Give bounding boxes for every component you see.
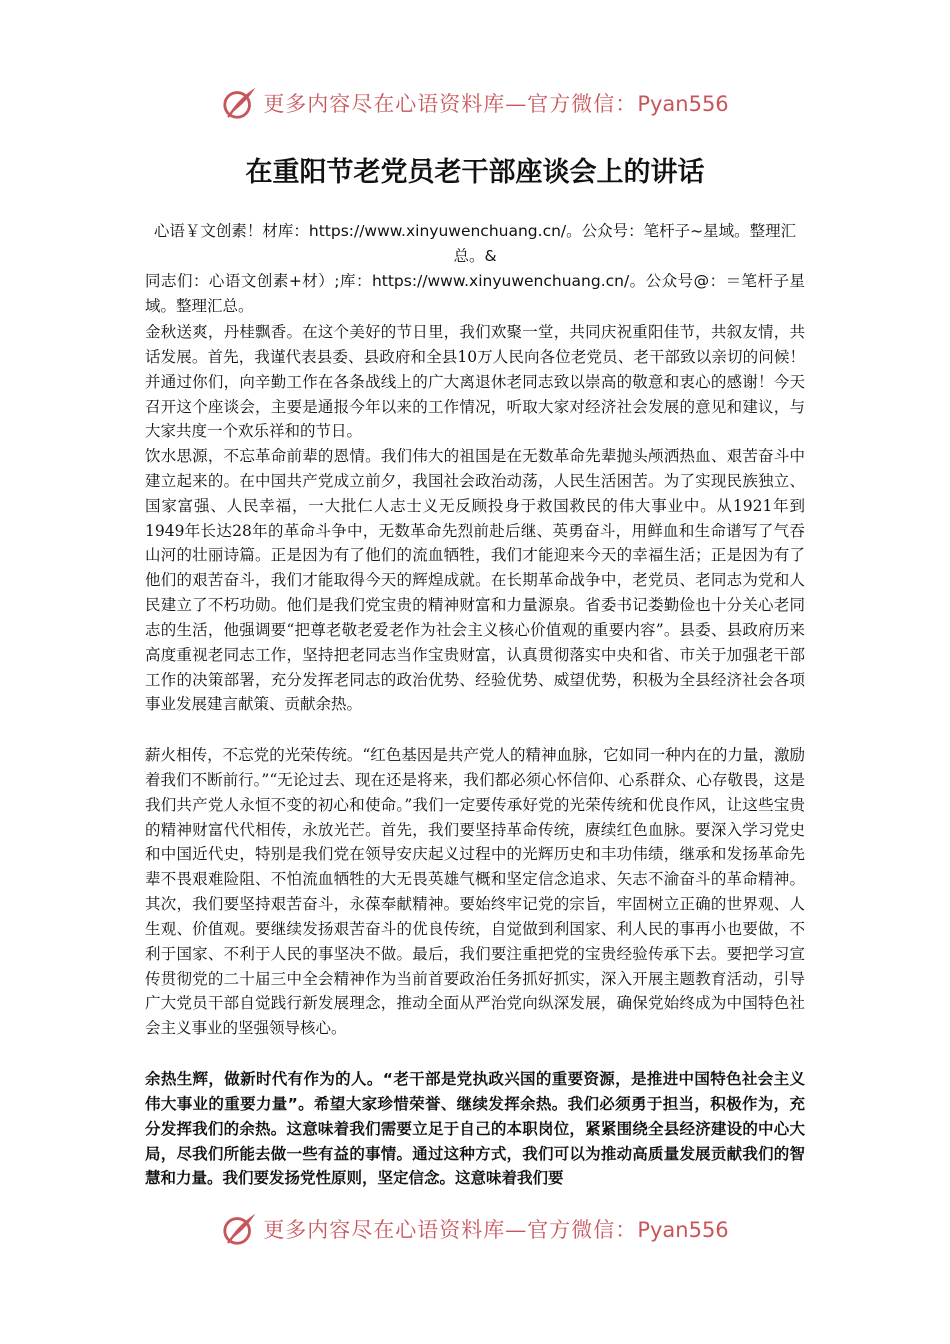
header-banner — [0, 82, 950, 124]
source-line-1: 心语￥文创素！材库：https://www.xinyuwenchuang.cn/。公众号：笔杆子~星域。整理汇总。& — [153, 222, 797, 265]
quill-logo-icon — [221, 1210, 259, 1248]
paragraph-1: 金秋送爽，丹桂飘香。在这个美好的节日里，我们欢聚一堂，共同庆祝重阳佳节，共叙友情，共话发展。首先，我谨代表县委、县政府和全县10万人民向各位老党员、老干部致以亲切的问候！并通过你们，向辛勤工作在各条战线上的广大离退休老同志致以崇高的敬意和衷心的感谢！今天召开这个座谈会，主要是通报今年以来的工作情况，听取大家对经济社会发展的意见和建议，与大家共度一个欢乐祥和的节日。 — [145, 323, 805, 441]
paragraph-3: 薪火相传，不忘党的光荣传统。“红色基因是共产党人的精神血脉，它如同一种内在的力量，激励着我们不断前行。”“无论过去、现在还是将来，我们都必须心怀信仰、心系群众、心存敬畏，这是我们共产党人永恒不变的初心和使命。”我们一定要传承好党的光荣传统和优良作风，让这些宝贵的精神财富代代相传，永放光芒。首先，我们要坚持革命传统，赓续红色血脉。要深入学习党史和中国近代史，特别是我们党在领导安庆起义过程中的光辉历史和丰功伟绩，继承和发扬革命先辈不畏艰难险阻、不怕流血牺牲的大无畏英雄气概和坚定信念追求、矢志不渝奋斗的革命精神。其次，我们要坚持艰苦奋斗，永葆奉献精神。要始终牢记党的宗旨，牢固树立正确的世界观、人生观、价值观。要继续发扬艰苦奋斗的优良传统，自觉做到利国家、利人民的事再小也要做，不利于国家、不利于人民的事坚决不做。最后，我们要注重把党的宝贵经验传承下去。要把学习宣传贯彻党的二十届三中全会精神作为当前首要政治任务抓好抓实，深入开展主题教育活动，引导广大党员干部自觉践行新发展理念，推动全面从严治党向纵深发展，确保党始终成为中国特色社会主义事业的坚强领导核心。 — [145, 746, 805, 1038]
page-title: 在重阳节老党员老干部座谈会上的讲话 — [245, 157, 705, 188]
paragraph-4: 余热生辉，做新时代有作为的人。“老干部是党执政兴国的重要资源，是推进中国特色社会主义伟大事业的重要力量”。希望大家珍惜荣誉、继续发挥余热。我们必须勇于担当，积极作为，充分发挥我们的余热。这意味着我们需要立足于自己的本职岗位，紧紧围绕全县经济建设的中心大局，尽我们所能去做一些有益的事情。通过这种方式，我们可以为推动高质量发展贡献我们的智慧和力量。我们要发扬党性原则，坚定信念。这意味着我们要 — [145, 1070, 805, 1188]
footer-banner — [0, 1208, 950, 1250]
quill-logo-icon — [221, 84, 259, 122]
source-line-2: 同志们：心语文创素+材）;库：https://www.xinyuwenchuang.cn/。公众号@：＝笔杆子星域。整理汇总。 — [145, 272, 805, 315]
wechat-id: Pyan556 — [637, 92, 729, 116]
paragraph-2: 饮水思源，不忘革命前辈的恩情。我们伟大的祖国是在无数革命先辈抛头颅洒热血、艰苦奋斗中建立起来的。在中国共产党成立前夕，我国社会政治动荡，人民生活困苦。为了实现民族独立、国家富强、人民幸福，一大批仁人志士义无反顾投身于救国救民的伟大事业中。从1921年到1949年长达28年的革命斗争中，无数革命先烈前赴后继、英勇奋斗，用鲜血和生命谱写了气吞山河的壮丽诗篇。正是因为有了他们的流血牺牲，我们才能迎来今天的幸福生活；正是因为有了他们的艰苦奋斗，我们才能取得今天的辉煌成就。在长期革命战争中，老党员、老同志为党和人民建立了不朽功勋。他们是我们党宝贵的精神财富和力量源泉。省委书记娄勤俭也十分关心老同志的生活，他强调要“把尊老敬老爱老作为社会主义核心价值观的重要内容”。县委、县政府历来高度重视老同志工作，坚持把老同志当作宝贵财富，认真贯彻落实中央和省、市关于加强老干部工作的决策部署，充分发挥老同志的政治优势、经验优势、威望优势，积极为全县经济社会各项事业发展建言献策、贡献余热。 — [145, 447, 805, 714]
banner-text: 更多内容尽在心语资料库—官方微信：Pyan556 — [263, 92, 729, 116]
banner-text: 更多内容尽在心语资料库—官方微信：Pyan556 — [263, 1218, 729, 1242]
wechat-id: Pyan556 — [637, 1218, 729, 1242]
